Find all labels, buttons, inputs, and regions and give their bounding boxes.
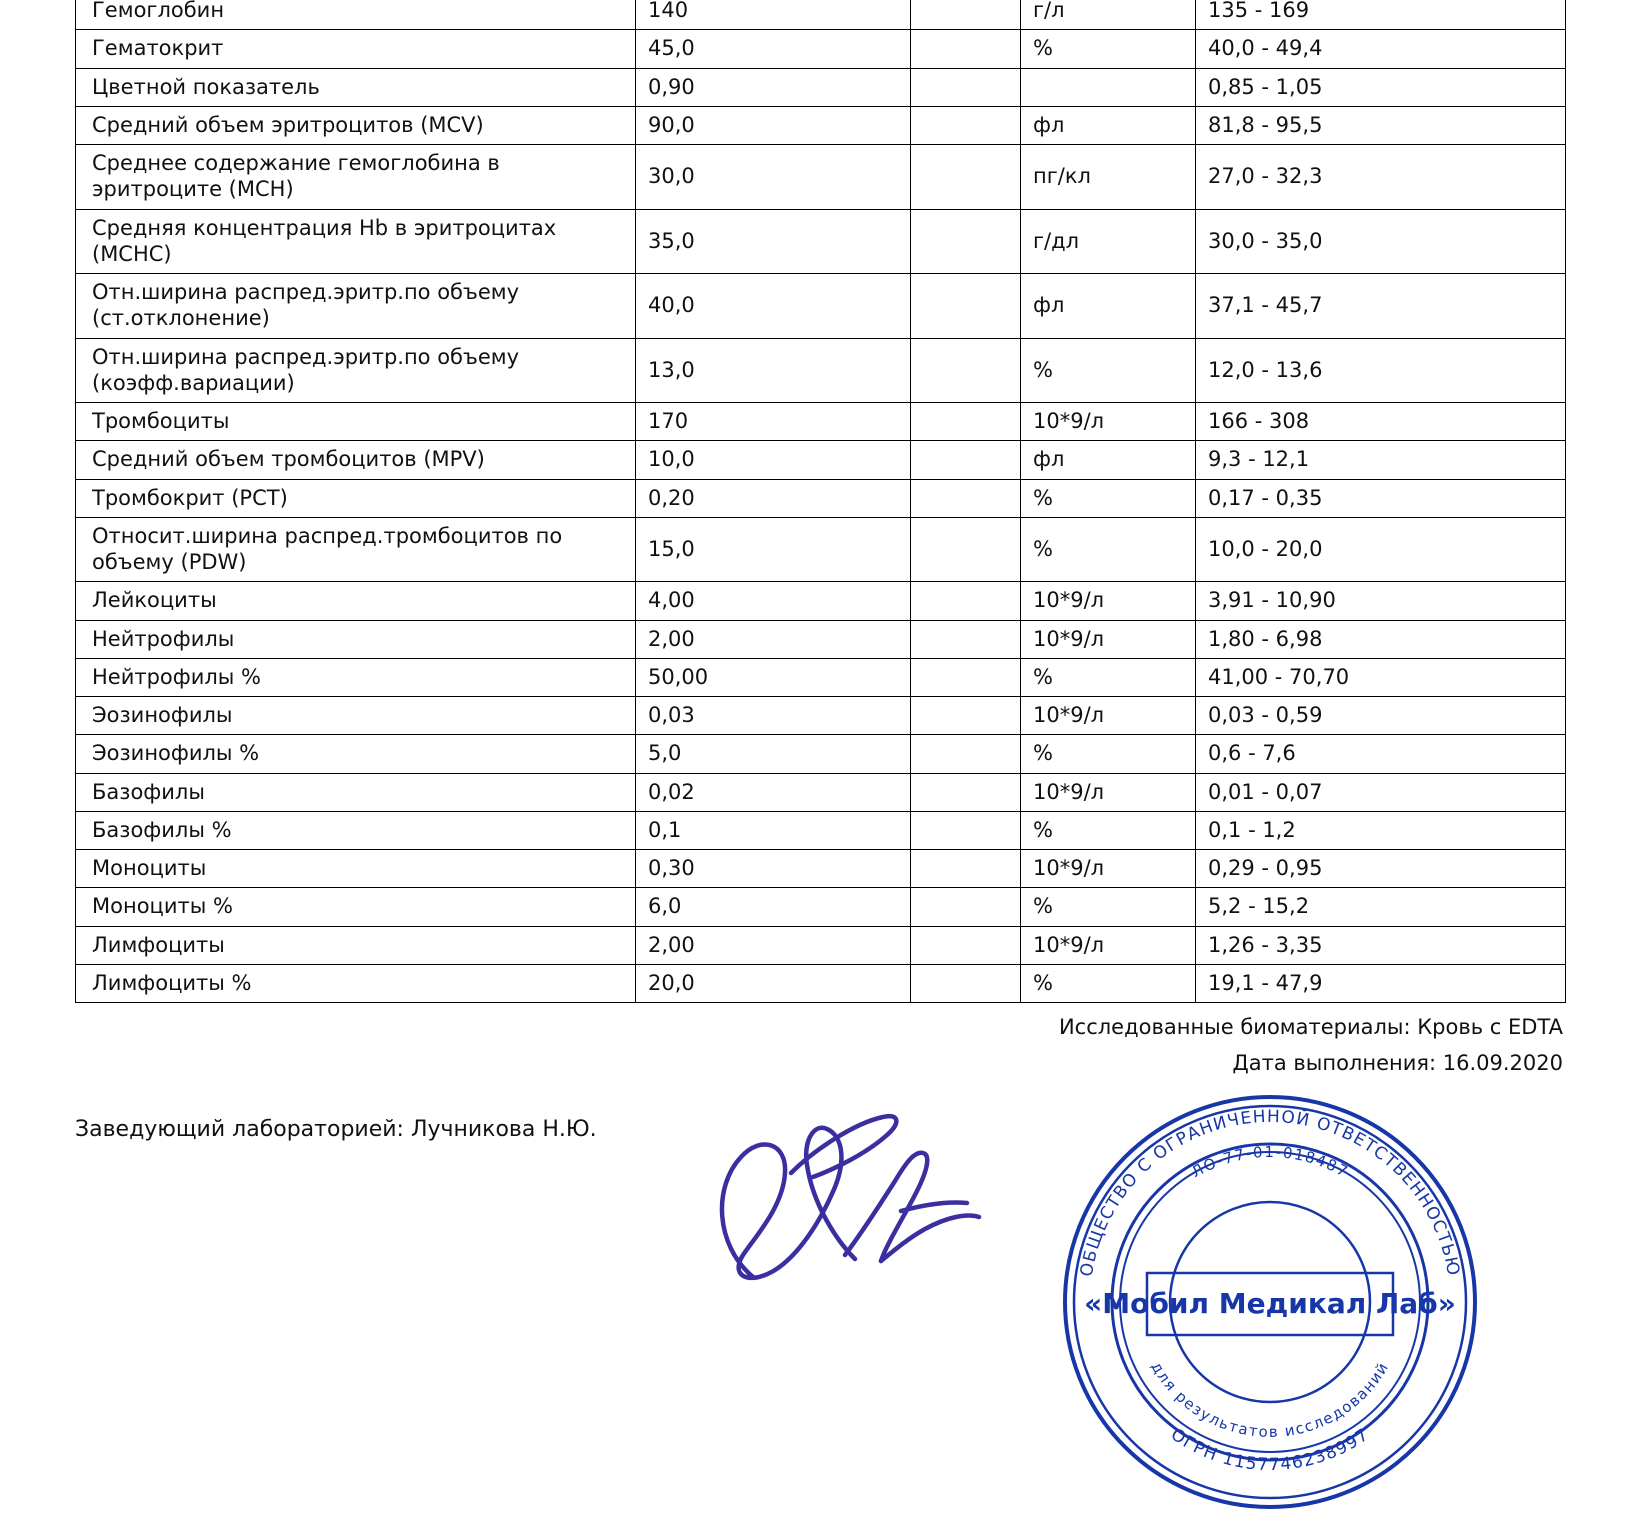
table-row [76, 811, 1566, 849]
table-row [76, 773, 1566, 811]
row-name: Нейтрофилы % [76, 658, 636, 696]
row-flag [911, 441, 1021, 479]
row-ref: 27,0 - 32,3 [1196, 145, 1566, 210]
row-name: Гематокрит [76, 30, 636, 68]
row-value: 50,00 [636, 658, 911, 696]
row-name: Лейкоциты [76, 582, 636, 620]
row-unit: 10*9/л [1021, 403, 1196, 441]
table-row [76, 68, 1566, 106]
row-value: 2,00 [636, 926, 911, 964]
row-name: Средний объем тромбоцитов (MPV) [76, 441, 636, 479]
row-ref: 135 - 169 [1196, 0, 1566, 30]
row-ref: 0,6 - 7,6 [1196, 735, 1566, 773]
row-value: 90,0 [636, 106, 911, 144]
row-name: Тромбоциты [76, 403, 636, 441]
row-name: Отн.ширина распред.эритр.по объему (коэфф.вариации) [76, 338, 636, 403]
row-unit: фл [1021, 274, 1196, 339]
head-of-lab-line: Заведующий лабораторией: Лучникова Н.Ю. [75, 1117, 597, 1142]
svg-text:ЛО-77-01-018487 [1188, 1143, 1351, 1181]
row-flag [911, 697, 1021, 735]
row-flag [911, 403, 1021, 441]
table-row [76, 0, 1566, 30]
row-flag [911, 811, 1021, 849]
row-unit: фл [1021, 441, 1196, 479]
row-flag [911, 68, 1021, 106]
table-row [76, 274, 1566, 339]
row-name: Цветной показатель [76, 68, 636, 106]
row-value: 0,02 [636, 773, 911, 811]
row-ref: 0,85 - 1,05 [1196, 68, 1566, 106]
row-name: Базофилы % [76, 811, 636, 849]
row-ref: 40,0 - 49,4 [1196, 30, 1566, 68]
row-value: 0,1 [636, 811, 911, 849]
row-flag [911, 479, 1021, 517]
svg-text:ОБЩЕСТВО С ОГРАНИЧЕННОЙ ОТВЕТС [1077, 1107, 1463, 1278]
row-ref: 41,00 - 70,70 [1196, 658, 1566, 696]
row-ref: 3,91 - 10,90 [1196, 582, 1566, 620]
row-flag [911, 926, 1021, 964]
row-value: 35,0 [636, 209, 911, 274]
row-unit: 10*9/л [1021, 926, 1196, 964]
row-ref: 0,1 - 1,2 [1196, 811, 1566, 849]
row-name: Лимфоциты [76, 926, 636, 964]
handwritten-signature [695, 1095, 1025, 1299]
stamp-inner-bottom-text: для результатов исследований [1147, 1358, 1393, 1442]
row-flag [911, 582, 1021, 620]
row-ref: 0,29 - 0,95 [1196, 850, 1566, 888]
table-row [76, 620, 1566, 658]
row-value: 13,0 [636, 338, 911, 403]
row-value: 15,0 [636, 517, 911, 582]
row-ref: 9,3 - 12,1 [1196, 441, 1566, 479]
row-name: Отн.ширина распред.эритр.по объему (ст.отклонение) [76, 274, 636, 339]
row-ref: 10,0 - 20,0 [1196, 517, 1566, 582]
row-unit [1021, 68, 1196, 106]
row-flag [911, 658, 1021, 696]
table-row [76, 658, 1566, 696]
lab-results-table [75, 0, 1566, 1003]
row-unit: % [1021, 30, 1196, 68]
row-ref: 81,8 - 95,5 [1196, 106, 1566, 144]
row-ref: 1,26 - 3,35 [1196, 926, 1566, 964]
table-row [76, 850, 1566, 888]
row-unit: 10*9/л [1021, 620, 1196, 658]
stamp-outer-bottom-text: ОГРН 1157746238997 [1166, 1424, 1374, 1476]
row-value: 5,0 [636, 735, 911, 773]
row-name: Моноциты [76, 850, 636, 888]
row-unit: % [1021, 964, 1196, 1002]
row-value: 6,0 [636, 888, 911, 926]
row-value: 10,0 [636, 441, 911, 479]
row-name: Эозинофилы % [76, 735, 636, 773]
row-ref: 37,1 - 45,7 [1196, 274, 1566, 339]
table-row [76, 964, 1566, 1002]
row-flag [911, 773, 1021, 811]
table-row [76, 517, 1566, 582]
row-flag [911, 0, 1021, 30]
table-row [76, 209, 1566, 274]
row-unit: % [1021, 735, 1196, 773]
row-unit: % [1021, 338, 1196, 403]
row-flag [911, 735, 1021, 773]
table-row [76, 338, 1566, 403]
row-flag [911, 209, 1021, 274]
table-row [76, 106, 1566, 144]
row-flag [911, 106, 1021, 144]
row-value: 4,00 [636, 582, 911, 620]
row-unit: фл [1021, 106, 1196, 144]
row-flag [911, 274, 1021, 339]
biomaterial-note: Исследованные биоматериалы: Кровь с EDTA [1058, 1015, 1563, 1039]
table-body [76, 0, 1566, 1003]
row-value: 0,30 [636, 850, 911, 888]
row-flag [911, 30, 1021, 68]
row-ref: 5,2 - 15,2 [1196, 888, 1566, 926]
row-ref: 0,01 - 0,07 [1196, 773, 1566, 811]
row-name: Средний объем эритроцитов (MCV) [76, 106, 636, 144]
organization-stamp [1055, 1087, 1485, 1521]
row-name: Средняя концентрация Hb в эритроцитах (MCHC) [76, 209, 636, 274]
table-row [76, 30, 1566, 68]
row-ref: 166 - 308 [1196, 403, 1566, 441]
table-row [76, 926, 1566, 964]
row-value: 2,00 [636, 620, 911, 658]
row-ref: 12,0 - 13,6 [1196, 338, 1566, 403]
row-unit: пг/кл [1021, 145, 1196, 210]
row-value: 0,90 [636, 68, 911, 106]
row-value: 0,20 [636, 479, 911, 517]
stamp-center-text: «Мобил Медикал Лаб» [1084, 1287, 1456, 1320]
row-unit: г/дл [1021, 209, 1196, 274]
row-flag [911, 888, 1021, 926]
row-flag [911, 517, 1021, 582]
row-value: 20,0 [636, 964, 911, 1002]
row-ref: 0,17 - 0,35 [1196, 479, 1566, 517]
row-name: Среднее содержание гемоглобина в эритроците (MCH) [76, 145, 636, 210]
row-flag [911, 850, 1021, 888]
row-ref: 30,0 - 35,0 [1196, 209, 1566, 274]
row-value: 0,03 [636, 697, 911, 735]
row-unit: 10*9/л [1021, 850, 1196, 888]
row-flag [911, 145, 1021, 210]
signature-block [75, 1106, 1565, 1476]
row-unit: 10*9/л [1021, 582, 1196, 620]
row-unit: 10*9/л [1021, 697, 1196, 735]
row-value: 40,0 [636, 274, 911, 339]
row-flag [911, 620, 1021, 658]
execution-date: Дата выполнения: 16.09.2020 [1232, 1051, 1563, 1075]
row-unit: % [1021, 517, 1196, 582]
row-unit: 10*9/л [1021, 773, 1196, 811]
row-value: 140 [636, 0, 911, 30]
row-value: 30,0 [636, 145, 911, 210]
row-value: 170 [636, 403, 911, 441]
row-unit: % [1021, 658, 1196, 696]
row-unit: % [1021, 479, 1196, 517]
table-row [76, 697, 1566, 735]
row-unit: % [1021, 888, 1196, 926]
row-name: Эозинофилы [76, 697, 636, 735]
row-unit: % [1021, 811, 1196, 849]
table-row [76, 441, 1566, 479]
row-flag [911, 964, 1021, 1002]
row-ref: 1,80 - 6,98 [1196, 620, 1566, 658]
row-ref: 0,03 - 0,59 [1196, 697, 1566, 735]
table-row [76, 479, 1566, 517]
stamp-outer-top-text: ОБЩЕСТВО С ОГРАНИЧЕННОЙ ОТВЕТСТВЕННОСТЬЮ [1076, 1106, 1464, 1279]
row-unit: г/л [1021, 0, 1196, 30]
row-flag [911, 338, 1021, 403]
row-name: Базофилы [76, 773, 636, 811]
table-row [76, 735, 1566, 773]
table-row [76, 145, 1566, 210]
table-row [76, 888, 1566, 926]
stamp-inner-top-text: ЛО-77-01-018487 [1188, 1143, 1352, 1182]
row-name: Лимфоциты % [76, 964, 636, 1002]
row-value: 45,0 [636, 30, 911, 68]
table-row [76, 582, 1566, 620]
row-name: Относит.ширина распред.тромбоцитов по объему (PDW) [76, 517, 636, 582]
row-name: Гемоглобин [76, 0, 636, 30]
table-row [76, 403, 1566, 441]
row-name: Нейтрофилы [76, 620, 636, 658]
row-ref: 19,1 - 47,9 [1196, 964, 1566, 1002]
row-name: Тромбокрит (PCT) [76, 479, 636, 517]
row-name: Моноциты % [76, 888, 636, 926]
